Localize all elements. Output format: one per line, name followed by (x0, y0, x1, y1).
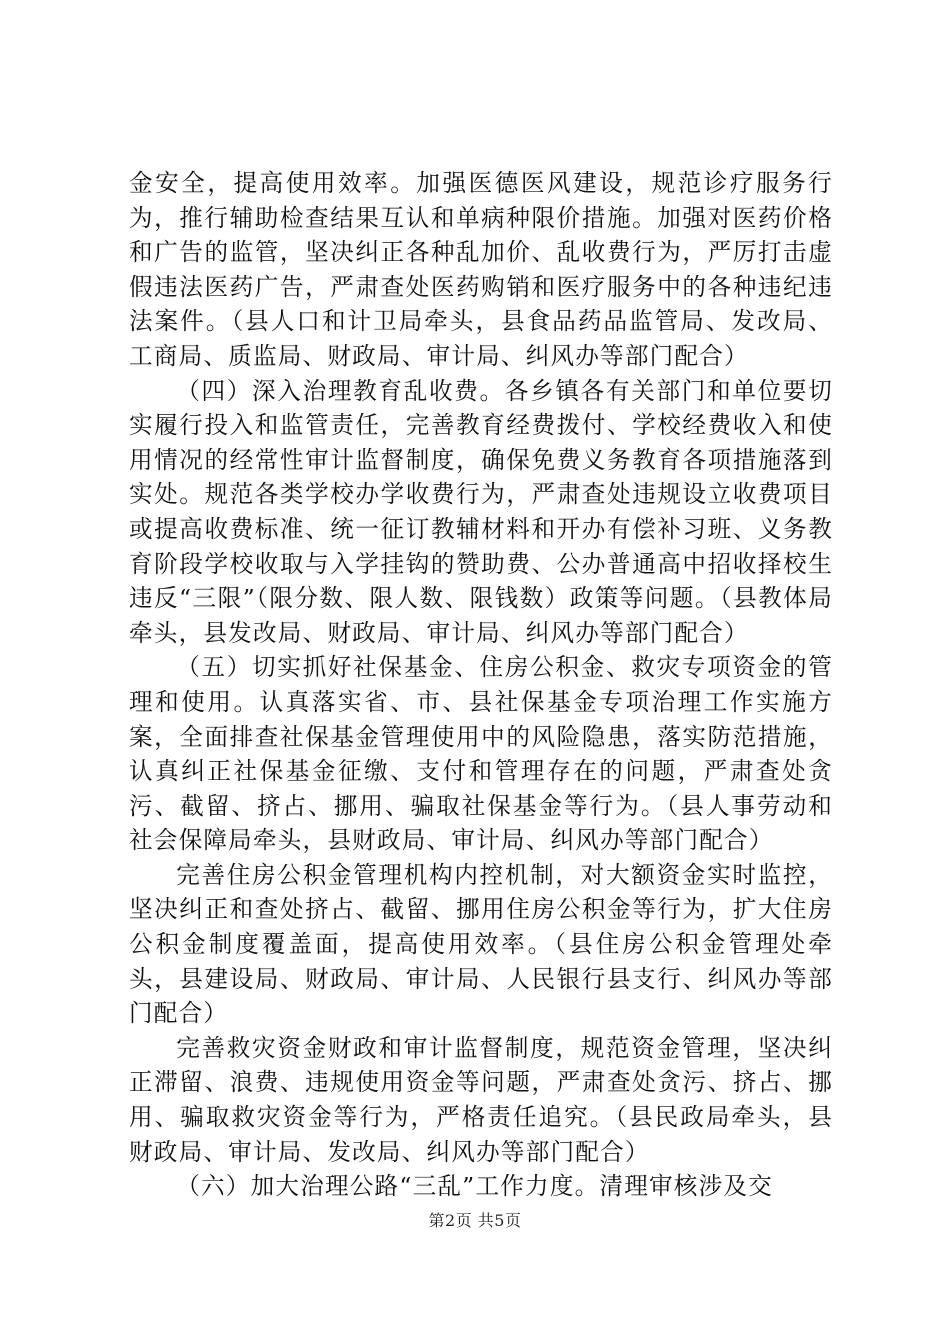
paragraph-section-six: （六）加大治理公路“三乱”工作力度。清理审核涉及交 (176, 1172, 773, 1201)
paragraph-continuation: 金安全，提高使用效率。加强医德医风建设，规范诊疗服务行为，推行辅助检查结果互认和单病种限价措施。加强对医药价格和广告的监管，坚决纠正各种乱加价、乱收费行为，严厉打击虚假违法医药广告，严肃查处医药购销和医疗服务中的各种违纪违法案件。（县人口和计卫局牵头，县食品药品监管局、发改局、工商局、质监局、财政局、审计局、纠风办等部门配合） (129, 169, 833, 370)
paragraph-housing-fund: 完善住房公积金管理机构内控机制，对大额资金实时监控，坚决纠正和查处挤占、截留、挪用住房公积金等行为，扩大住房公积金制度覆盖面，提高使用效率。（县住房公积金管理处牵头，县建设局、财政局、审计局、人民银行县支行、纠风办等部门配合） (129, 860, 833, 1028)
paragraph-section-five: （五）切实抓好社保基金、住房公积金、救灾专项资金的管理和使用。认真落实省、市、县社保基金专项治理工作实施方案，全面排查社保基金管理使用中的风险隐患，落实防范措施，认真纠正社保基金征缴、支付和管理存在的问题，严肃查处贪污、截留、挤占、挪用、骗取社保基金等行为。（县人事劳动和社会保障局牵头，县财政局、审计局、纠风办等部门配合） (129, 653, 833, 855)
page-number-footer: 第2页 共5页 (428, 1211, 522, 1230)
paragraph-section-four: （四）深入治理教育乱收费。各乡镇各有关部门和单位要切实履行投入和监管责任，完善教育经费拨付、学校经费收入和使用情况的经常性审计监督制度，确保免费义务教育各项措施落到实处。规范各类学校办学收费行为，严肃查处违规设立收费项目或提高收费标准、统一征订教辅材料和开办有偿补习班、义务教育阶段学校收取与入学挂钩的赞助费、公办普通高中招收择校生违反“三限”（限分数、限人数、限钱数）政策等问题。（县教体局牵头，县发改局、财政局、审计局、纠风办等部门配合） (129, 376, 833, 647)
document-body (129, 166, 833, 1204)
paragraph-disaster-relief: 完善救灾资金财政和审计监督制度，规范资金管理，坚决纠正滞留、浪费、违规使用资金等问题，严肃查处贪污、挤占、挪用、骗取救灾资金等行为，严格责任追究。（县民政局牵头，县财政局、审计局、发改局、纠风办等部门配合） (129, 1033, 833, 1166)
